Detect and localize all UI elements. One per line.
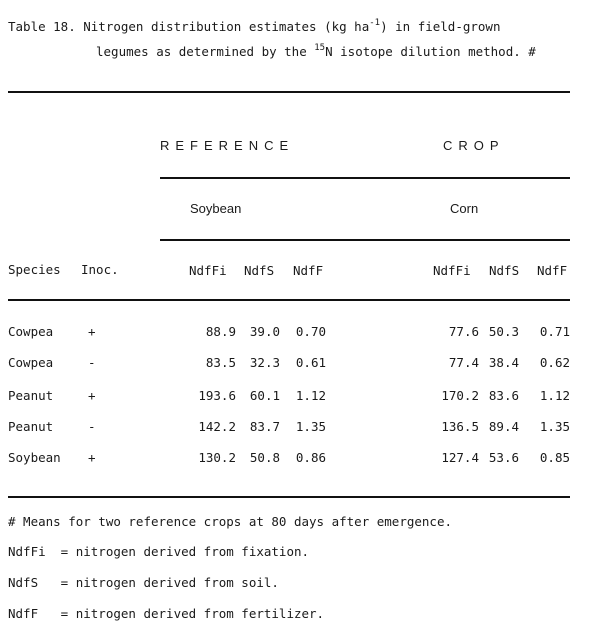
value-cell: 0.62 — [539, 355, 570, 370]
crop-header: CROP — [443, 138, 505, 153]
footnote-ndffi: NdfFi = nitrogen derived from fixation. — [8, 544, 310, 559]
value-cell: 77.4 — [448, 355, 479, 370]
value-cell: 1.35 — [539, 419, 570, 434]
value-cell: 32.3 — [249, 355, 280, 370]
soybean-header: Soybean — [190, 201, 242, 216]
value-cell: 1.35 — [295, 419, 326, 434]
value-cell: 142.2 — [198, 419, 236, 434]
footnote-ndfs: NdfS = nitrogen derived from soil. — [8, 575, 279, 590]
table-title-line2 — [96, 45, 536, 61]
inoc-header: Inoc. — [81, 262, 119, 277]
title-line1-suffix: ) in field-grown — [380, 19, 501, 34]
species-cell: Peanut — [8, 388, 54, 403]
value-cell: 0.85 — [539, 450, 570, 465]
value-cell: 1.12 — [539, 388, 570, 403]
value-cell: 0.71 — [539, 324, 570, 339]
top-rule — [8, 91, 570, 93]
value-cell: 53.6 — [488, 450, 519, 465]
value-cell: 127.4 — [441, 450, 479, 465]
species-cell: Peanut — [8, 419, 54, 434]
footnote-means: # Means for two reference crops at 80 days after emergence. — [8, 514, 453, 529]
inoc-cell: + — [88, 324, 96, 339]
title-line2-suffix: N isotope dilution method. # — [325, 44, 536, 59]
value-cell: 1.12 — [295, 388, 326, 403]
value-cell: 88.9 — [205, 324, 236, 339]
species-cell: Cowpea — [8, 324, 54, 339]
footnote-ndff: NdfF = nitrogen derived from fertilizer. — [8, 606, 325, 621]
value-cell: 83.5 — [205, 355, 236, 370]
value-cell: 0.61 — [295, 355, 326, 370]
species-cell: Soybean — [8, 450, 61, 465]
col-header-soy-ndffi: NdfFi — [189, 263, 227, 278]
header-rule — [8, 299, 570, 301]
value-cell: 50.8 — [249, 450, 280, 465]
value-cell: 39.0 — [249, 324, 280, 339]
corn-header: Corn — [450, 201, 479, 216]
bottom-rule — [8, 496, 570, 498]
value-cell: 170.2 — [441, 388, 479, 403]
subgroup-rule — [160, 239, 570, 241]
value-cell: 136.5 — [441, 419, 479, 434]
value-cell: 38.4 — [488, 355, 519, 370]
value-cell: 130.2 — [198, 450, 236, 465]
value-cell: 77.6 — [448, 324, 479, 339]
col-header-soy-ndff: NdfF — [293, 263, 324, 278]
inoc-cell: + — [88, 388, 96, 403]
inoc-cell: - — [88, 419, 96, 434]
title-line1-prefix: Table 18. Nitrogen distribution estimates (kg ha — [8, 19, 370, 34]
value-cell: 83.7 — [249, 419, 280, 434]
value-cell: 193.6 — [198, 388, 236, 403]
inoc-cell: - — [88, 355, 96, 370]
value-cell: 89.4 — [488, 419, 519, 434]
title-line2-sup: 15 — [314, 43, 326, 53]
col-header-corn-ndff: NdfF — [537, 263, 568, 278]
species-cell: Cowpea — [8, 355, 54, 370]
value-cell: 50.3 — [488, 324, 519, 339]
inoc-cell: + — [88, 450, 96, 465]
col-header-soy-ndfs: NdfS — [244, 263, 275, 278]
value-cell: 0.86 — [295, 450, 326, 465]
col-header-corn-ndfs: NdfS — [489, 263, 520, 278]
value-cell: 0.70 — [295, 324, 326, 339]
reference-header: REFERENCE — [160, 138, 295, 153]
group-rule — [160, 177, 570, 179]
title-line1-sup: -1 — [369, 18, 381, 28]
value-cell: 83.6 — [488, 388, 519, 403]
table-title-line1 — [8, 20, 501, 36]
col-header-corn-ndffi: NdfFi — [433, 263, 471, 278]
title-line2-prefix: legumes as determined by the — [96, 44, 315, 59]
value-cell: 60.1 — [249, 388, 280, 403]
species-header: Species — [8, 262, 61, 277]
